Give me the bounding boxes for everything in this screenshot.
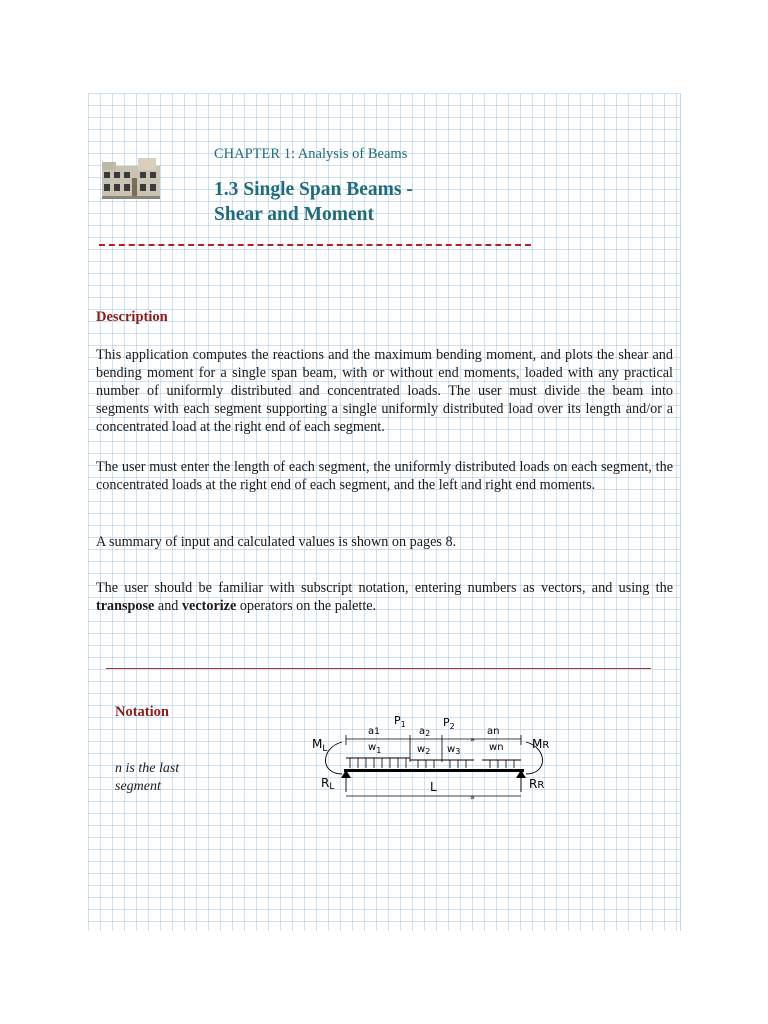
title-line-1: 1.3 Single Span Beams - [214, 179, 413, 200]
label-MR: MR [532, 737, 550, 751]
description-paragraph-4 [96, 579, 673, 615]
label-a1: a1 [368, 726, 380, 737]
description-heading: Description [96, 309, 168, 325]
beam-notation-diagram [306, 712, 562, 802]
label-P1: $P_1$ [394, 714, 406, 729]
building-logo-icon [100, 156, 162, 200]
label-w3: $w_3$ [447, 744, 461, 756]
label-ML: $M_L$ [312, 737, 328, 754]
label-P2: $P_2$ [443, 716, 455, 731]
vectorize-term: vectorize [181, 598, 237, 614]
label-an: an [487, 726, 500, 737]
transpose-term: transpose [96, 598, 155, 614]
notation-note [115, 760, 179, 796]
page-title [214, 177, 413, 227]
para4-text-2: and [154, 598, 182, 614]
description-paragraph-3: A summary of input and calculated values is shown on pages 8. [96, 534, 457, 550]
notation-heading: Notation [115, 704, 169, 720]
label-L: L [430, 780, 437, 794]
label-w1: $w_1$ [368, 742, 382, 755]
chapter-label: CHAPTER 1: Analysis of Beams [214, 146, 408, 162]
label-RR: RR [529, 777, 545, 791]
label-RL: RL [321, 776, 335, 792]
label-a2: $a_2$ [419, 726, 431, 738]
note-line-2: segment [115, 779, 161, 794]
svg-text:»: » [470, 793, 475, 802]
title-line-2: Shear and Moment [214, 204, 374, 225]
svg-text:»: » [470, 735, 475, 744]
para4-text-3: operators on the palette. [236, 598, 377, 614]
para4-text-1: The user should be familiar with subscript notation, entering numbers as vectors, and using the [96, 580, 673, 596]
label-w2: $w_2$ [417, 744, 431, 756]
dashed-divider [99, 244, 531, 246]
label-wn: wn [489, 742, 504, 753]
description-paragraph-2: The user must enter the length of each segment, the uniformly distributed loads on each segment, the concentrated loads at the right end of each segment, and the left and right end moments. [96, 459, 673, 493]
section-divider [106, 668, 651, 669]
description-paragraph-1: This application computes the reactions and the maximum bending moment, and plots the shear and bending moment for a single span beam, with or without end moments, loaded with any practical number of uniformly distributed and concentrated loads. The user must divide the beam into segments with each segment supporting a single uniformly distributed load over its length and/or a concentrated load at the right end of each segment. [96, 347, 673, 435]
note-line-1: n is the last [115, 761, 180, 776]
